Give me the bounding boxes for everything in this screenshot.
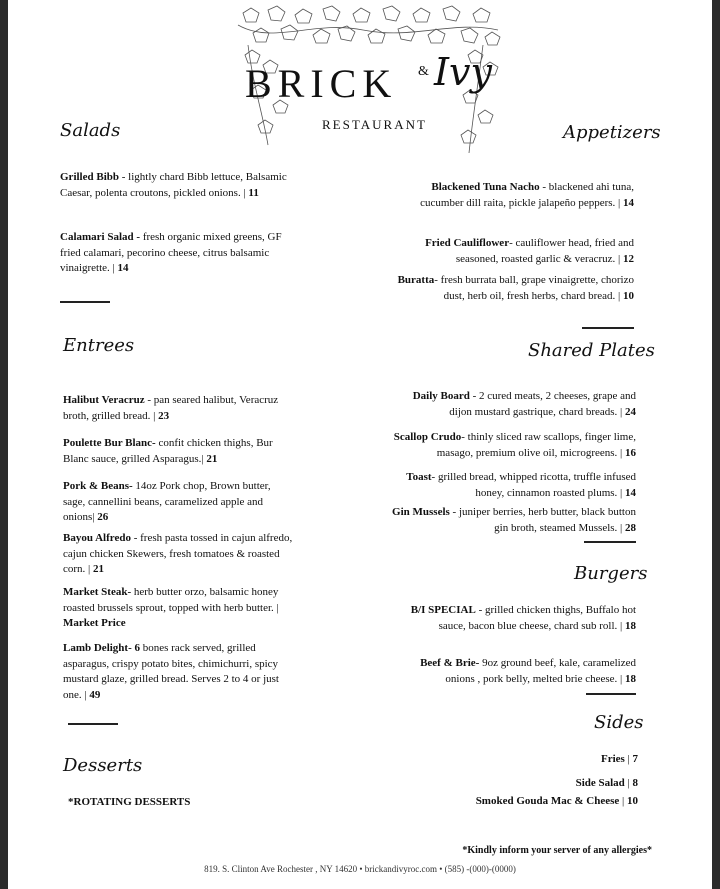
entrees-heading: Entrees [63,335,135,356]
menu-item [388,389,636,420]
menu-item [388,470,636,501]
item-desc: confit chicken thighs, Bur Blanc sauce, grilled Asparagus.| [63,437,273,465]
item-name: Grilled Bibb [60,171,119,183]
item-price: 21 [93,563,104,575]
brand-ampersand: & [418,64,429,79]
item-sep: | [619,795,627,807]
item-name: Blackened Tuna Nacho [431,181,540,193]
item-desc: - lightly chard Bibb lettuce, Balsamic Caesar, polenta croutons, pickled onions. | [60,171,287,199]
menu-item [392,273,634,304]
item-desc: - pan seared halibut, Veracruz broth, grilled bread. | [63,394,279,422]
item-desc: herb butter orzo, balsamic honey roasted brussels sprout, topped with herb butter. | [63,586,279,614]
menu-item [63,436,293,467]
item-price: Market Price [63,617,126,629]
item-name: Smoked Gouda Mac & Cheese [475,795,620,807]
item-desc: - cauliflower head, fried and seasoned, roasted garlic & veracruz. | [455,237,634,265]
item-price: 18 [625,672,636,685]
footer-address: 819. S. Clinton Ave Rochester , NY 14620 • brickandivyroc.com • (585) -(000)-(0000) [204,864,516,874]
item-name: Buratta [397,274,435,286]
item-desc: - juniper berries, herb butter, black button gin broth, steamed Mussels. | [449,506,636,534]
item-desc: - thinly sliced raw scallops, finger lime, masago, premium olive oil, microgreens. | [436,431,636,459]
menu-item [428,794,638,810]
item-price: 10 [627,795,638,807]
brand-name: BRICK [245,61,398,106]
menu-page [8,0,712,889]
sides-heading: Sides [594,712,644,733]
appetizers-heading: Appetizers [563,122,661,143]
divider [582,327,634,329]
item-price: 23 [158,409,170,422]
item-sep: | [624,753,633,765]
item-name: Toast [406,471,432,483]
menu-item [392,236,634,267]
burgers-heading: Burgers [574,563,648,584]
brand-name-ivy: Ivy [434,50,492,94]
item-name: Side Salad [575,777,625,789]
item-price: 49 [89,688,101,701]
item-price: 21 [206,452,218,465]
item-desc: - fresh burrata ball, grape vinaigrette, chorizo dust, herb oil, fresh herbs, chard bread. | [434,274,634,302]
item-desc: - grilled chicken thighs, Buffalo hot sauce, bacon blue cheese, chard sub roll. | [438,604,636,632]
item-desc: - blackened ahi tuna, cucumber dill raita, pickle jalapeño peppers. | [420,181,634,209]
item-price: 18 [625,619,636,632]
menu-item [398,180,634,211]
menu-item [392,656,636,687]
brand-subtitle: RESTAURANT [322,117,427,132]
item-name: Pork & Beans- [63,480,133,492]
item-name: Beef & Brie- [420,657,480,669]
menu-item [63,641,293,703]
menu-item [392,603,636,634]
item-price: 14 [625,486,636,499]
item-desc: 14oz Pork chop, Brown butter, sage, cannellini beans, caramelized apple and onions| [63,480,271,523]
shared-plates-heading: Shared Plates [528,340,655,361]
item-desc: - grilled bread, whipped ricotta, truffle infused honey, cinnamon roasted plums. | [431,471,636,499]
item-price: 16 [625,446,636,459]
menu-item [448,776,638,792]
menu-item [388,430,636,461]
menu-item [63,393,293,424]
item-name: Lamb Delight- 6 [63,642,140,654]
item-price: 7 [632,753,638,765]
divider [60,301,110,303]
item-price: 14 [117,262,129,274]
item-name: Market Steak- [63,586,132,598]
item-name: Bayou Alfredo [63,532,131,544]
divider [68,723,118,725]
menu-item [63,479,293,526]
allergy-note: *Kindly inform your server of any allergies* [462,845,652,856]
item-price: 8 [632,777,638,789]
item-name: Halibut Veracruz [63,394,145,406]
desserts-heading: Desserts [63,755,143,776]
menu-item [60,170,290,201]
item-desc: bones rack served, grilled asparagus, crispy potato bites, chimichurri, spicy mustard glaze, grilled bread. Serves 2 to 4 or just one. | [63,642,279,701]
divider [586,693,636,695]
item-price: 12 [623,252,634,265]
item-price: 28 [625,521,636,534]
menu-item [63,585,293,632]
desserts-text: *ROTATING DESSERTS [68,796,191,808]
item-name: B/I SPECIAL [410,604,476,616]
item-name: Daily Board [412,390,470,402]
divider [584,541,636,543]
item-name: Gin Mussels [392,506,450,518]
item-name: Fried Cauliflower [425,237,510,249]
item-desc: - 2 cured meats, 2 cheeses, grape and dijon mustard gastrique, chard breads. | [449,390,636,418]
item-price: 10 [623,289,634,302]
item-name: Fries [600,753,625,765]
item-price: 26 [97,511,109,523]
menu-item [60,230,290,277]
salads-heading: Salads [60,120,121,141]
item-sep: | [624,777,633,789]
item-price: 24 [625,405,636,418]
menu-item [63,531,293,578]
menu-item [388,505,636,536]
menu-item [448,752,638,768]
item-desc: fresh organic mixed greens, GF fried calamari, pecorino cheese, citrus balsamic vinaigrette. | [60,231,282,274]
item-desc: 9oz ground beef, kale, caramelized onions , pork belly, melted brie cheese. | [445,657,636,685]
item-desc: - fresh pasta tossed in cajun alfredo, cajun chicken Skewers, fresh tomatoes & roasted corn. | [63,532,293,575]
item-name: Poulette Bur Blanc- [63,437,156,449]
item-price: 14 [623,196,634,209]
item-price: 11 [248,186,259,199]
item-name: Scallop Crudo [393,431,462,443]
item-name: Calamari Salad - [60,231,141,243]
